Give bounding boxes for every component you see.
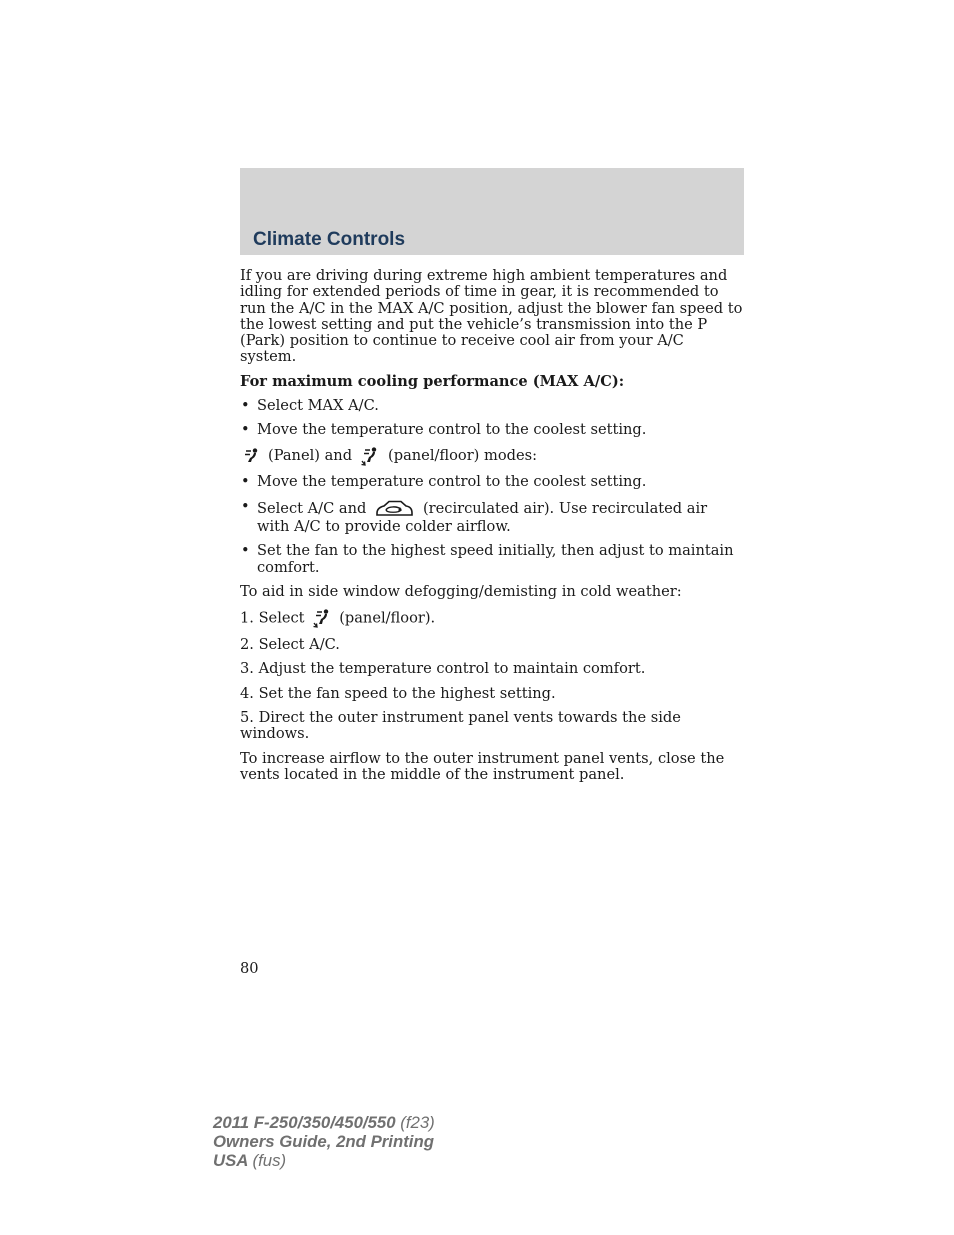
list-item: 3. Adjust the temperature control to maintain comfort. — [240, 660, 646, 678]
modes-line: (Panel) and (panel/floor) modes: — [240, 447, 744, 466]
footer-imprint: 2011 F-250/350/450/550 (f23) Owners Guide, 2nd Printing USA (fus) — [213, 1113, 435, 1170]
section-title: Climate Controls — [253, 229, 406, 250]
page-content — [240, 268, 744, 791]
defog-intro: To aid in side window defogging/demisting in cold weather: — [240, 582, 682, 600]
intro-paragraph: If you are driving during extreme high ambient temperatures and idling for extended periods of time in gear, it is recommended to run the A/C in the MAX A/C position, adjust the blower fan speed to the lowest setting and put the vehicle’s transmission into the P (Park) position to continue to receive cool air from your A/C system. — [240, 267, 743, 366]
panel-vent-icon — [243, 448, 259, 464]
panel-floor-icon — [313, 609, 330, 628]
max-cooling-heading: For maximum cooling performance (MAX A/C): — [240, 372, 625, 390]
list-item: • Select A/C and (recirculated air). Use recirculated air with A/C to provide colder airflow. — [241, 497, 708, 535]
bullet-icon: • — [241, 472, 250, 490]
section-header-band — [240, 168, 744, 255]
list-item: 4. Set the fan speed to the highest setting. — [240, 684, 556, 702]
list-item: 2. Select A/C. — [240, 636, 340, 654]
mode-tips-list — [240, 474, 744, 576]
list-item: • Set the fan to the highest speed initially, then adjust to maintain comfort. — [241, 542, 734, 576]
bullet-icon: • — [241, 542, 250, 560]
list-item: • Move the temperature control to the coolest setting. — [241, 421, 647, 439]
recirculated-air-icon — [374, 499, 414, 519]
bullet-icon: • — [241, 421, 250, 439]
airflow-note: To increase airflow to the outer instrument panel vents, close the vents located in the middle of the instrument panel. — [240, 749, 725, 783]
bullet-icon: • — [241, 497, 250, 515]
max-cooling-list — [240, 398, 744, 439]
list-item: 1. Select (panel/floor). — [240, 609, 436, 627]
page-number: 80 — [240, 960, 259, 977]
list-item: • Move the temperature control to the coolest setting. — [241, 472, 647, 490]
list-item: • Select MAX A/C. — [241, 397, 379, 415]
bullet-icon: • — [241, 397, 250, 415]
defog-steps — [240, 609, 744, 742]
list-item: 5. Direct the outer instrument panel vents towards the side windows. — [240, 709, 681, 743]
panel-floor-icon — [361, 447, 378, 466]
